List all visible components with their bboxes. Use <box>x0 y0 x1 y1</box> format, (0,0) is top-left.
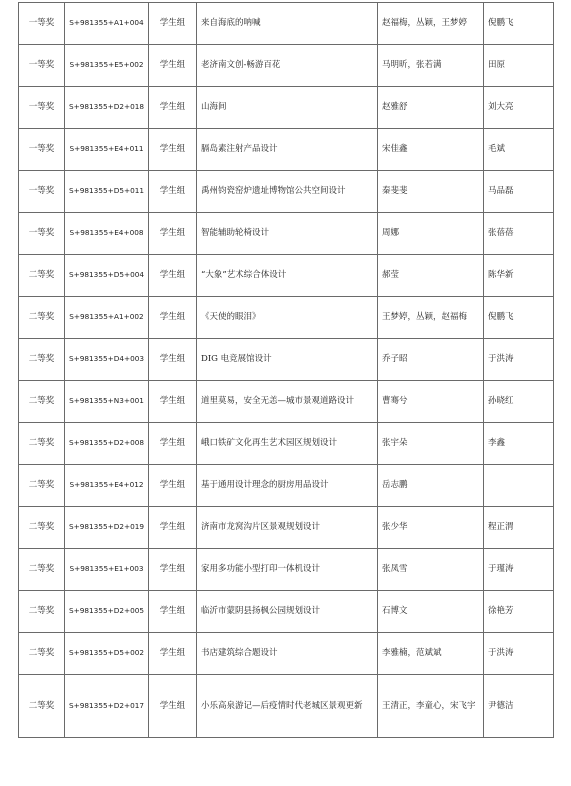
entry-code-cell: S+981355+D2+008 <box>65 423 149 465</box>
authors-cell: 马明昕，张若满 <box>378 45 484 87</box>
group-cell: 学生组 <box>149 297 197 339</box>
award-level-cell: 二等奖 <box>19 297 65 339</box>
award-level-cell: 二等奖 <box>19 633 65 675</box>
work-title-cell: 济南市龙窝沟片区景观规划设计 <box>197 507 378 549</box>
table-row <box>19 255 554 297</box>
authors-cell: 郝莹 <box>378 255 484 297</box>
work-title-cell: 基于通用设计理念的厨房用品设计 <box>197 465 378 507</box>
entry-code-cell: S+981355+D5+011 <box>65 171 149 213</box>
work-title-cell: 书店建筑综合题设计 <box>197 633 378 675</box>
advisor-cell: 于洪涛 <box>484 339 554 381</box>
authors-cell: 李雅楠，范斌斌 <box>378 633 484 675</box>
work-title-cell: 道里莫易，安全无恙—城市景观道路设计 <box>197 381 378 423</box>
award-level-cell: 一等奖 <box>19 213 65 255</box>
advisor-cell: 于洪涛 <box>484 633 554 675</box>
awards-table <box>18 2 554 738</box>
work-title-cell: 小乐高泉游记—后疫情时代老城区景观更新 <box>197 675 378 738</box>
authors-cell: 张少华 <box>378 507 484 549</box>
advisor-cell: 倪鹏飞 <box>484 3 554 45</box>
award-level-cell: 二等奖 <box>19 339 65 381</box>
group-cell: 学生组 <box>149 675 197 738</box>
award-level-cell: 一等奖 <box>19 3 65 45</box>
group-cell: 学生组 <box>149 633 197 675</box>
authors-cell: 张凤雪 <box>378 549 484 591</box>
work-title-cell: 智能辅助轮椅设计 <box>197 213 378 255</box>
authors-cell: 曹骞兮 <box>378 381 484 423</box>
table-row <box>19 423 554 465</box>
table-row <box>19 675 554 738</box>
advisor-cell: 孙晓红 <box>484 381 554 423</box>
group-cell: 学生组 <box>149 171 197 213</box>
table-row <box>19 171 554 213</box>
group-cell: 学生组 <box>149 591 197 633</box>
authors-cell: 宋佳鑫 <box>378 129 484 171</box>
table-row <box>19 3 554 45</box>
table-row <box>19 633 554 675</box>
work-title-cell: 禹州钧瓷窑炉遗址博物馆公共空间设计 <box>197 171 378 213</box>
group-cell: 学生组 <box>149 339 197 381</box>
authors-cell: 秦斐斐 <box>378 171 484 213</box>
authors-cell: 王清正，李童心，宋飞宇 <box>378 675 484 738</box>
advisor-cell: 毛斌 <box>484 129 554 171</box>
entry-code-cell: S+981355+D5+004 <box>65 255 149 297</box>
authors-cell: 赵雅舒 <box>378 87 484 129</box>
table-row <box>19 339 554 381</box>
advisor-cell <box>484 465 554 507</box>
group-cell: 学生组 <box>149 87 197 129</box>
award-level-cell: 二等奖 <box>19 255 65 297</box>
work-title-cell: 来自海底的呐喊 <box>197 3 378 45</box>
group-cell: 学生组 <box>149 549 197 591</box>
entry-code-cell: S+981355+D5+002 <box>65 633 149 675</box>
advisor-cell: 马品磊 <box>484 171 554 213</box>
work-title-cell: DIG 电竞展馆设计 <box>197 339 378 381</box>
group-cell: 学生组 <box>149 213 197 255</box>
entry-code-cell: S+981355+D2+005 <box>65 591 149 633</box>
advisor-cell: 倪鹏飞 <box>484 297 554 339</box>
authors-cell: 石博文 <box>378 591 484 633</box>
entry-code-cell: S+981355+N3+001 <box>65 381 149 423</box>
work-title-cell: 老济南文创-畅游百花 <box>197 45 378 87</box>
advisor-cell: 李鑫 <box>484 423 554 465</box>
award-level-cell: 一等奖 <box>19 129 65 171</box>
table-row <box>19 381 554 423</box>
table-row <box>19 297 554 339</box>
work-title-cell: 家用多功能小型打印一体机设计 <box>197 549 378 591</box>
table-row <box>19 45 554 87</box>
authors-cell: 岳志鹏 <box>378 465 484 507</box>
authors-cell: 乔子昭 <box>378 339 484 381</box>
group-cell: 学生组 <box>149 423 197 465</box>
group-cell: 学生组 <box>149 129 197 171</box>
table-row <box>19 465 554 507</box>
work-title-cell: 膈岛素注射产品设计 <box>197 129 378 171</box>
entry-code-cell: S+981355+D2+018 <box>65 87 149 129</box>
award-level-cell: 一等奖 <box>19 87 65 129</box>
advisor-cell: 于瑾涛 <box>484 549 554 591</box>
group-cell: 学生组 <box>149 507 197 549</box>
entry-code-cell: S+981355+E4+012 <box>65 465 149 507</box>
award-level-cell: 二等奖 <box>19 465 65 507</box>
table-row <box>19 129 554 171</box>
entry-code-cell: S+981355+A1+002 <box>65 297 149 339</box>
entry-code-cell: S+981355+E5+002 <box>65 45 149 87</box>
award-level-cell: 二等奖 <box>19 423 65 465</box>
entry-code-cell: S+981355+E4+008 <box>65 213 149 255</box>
award-level-cell: 二等奖 <box>19 381 65 423</box>
award-level-cell: 二等奖 <box>19 675 65 738</box>
entry-code-cell: S+981355+E1+003 <box>65 549 149 591</box>
award-level-cell: 一等奖 <box>19 171 65 213</box>
table-row <box>19 213 554 255</box>
authors-cell: 周娜 <box>378 213 484 255</box>
advisor-cell: 刘大亮 <box>484 87 554 129</box>
entry-code-cell: S+981355+D4+003 <box>65 339 149 381</box>
advisor-cell: 程正渭 <box>484 507 554 549</box>
awards-table-body <box>19 3 554 738</box>
award-level-cell: 一等奖 <box>19 45 65 87</box>
award-level-cell: 二等奖 <box>19 507 65 549</box>
group-cell: 学生组 <box>149 465 197 507</box>
group-cell: 学生组 <box>149 3 197 45</box>
entry-code-cell: S+981355+E4+011 <box>65 129 149 171</box>
advisor-cell: 陈华新 <box>484 255 554 297</box>
advisor-cell: 田原 <box>484 45 554 87</box>
award-level-cell: 二等奖 <box>19 549 65 591</box>
work-title-cell: 山海间 <box>197 87 378 129</box>
work-title-cell: 临沂市蒙阴县扬枫公园规划设计 <box>197 591 378 633</box>
table-row <box>19 591 554 633</box>
advisor-cell: 徐艳芳 <box>484 591 554 633</box>
entry-code-cell: S+981355+D2+017 <box>65 675 149 738</box>
work-title-cell: “大象”艺术综合体设计 <box>197 255 378 297</box>
table-row <box>19 507 554 549</box>
entry-code-cell: S+981355+A1+004 <box>65 3 149 45</box>
group-cell: 学生组 <box>149 381 197 423</box>
work-title-cell: 《天使的眼泪》 <box>197 297 378 339</box>
entry-code-cell: S+981355+D2+019 <box>65 507 149 549</box>
table-row <box>19 549 554 591</box>
award-level-cell: 二等奖 <box>19 591 65 633</box>
work-title-cell: 峨口铁矿文化再生艺术园区规划设计 <box>197 423 378 465</box>
authors-cell: 赵福梅，丛颖，王梦婷 <box>378 3 484 45</box>
authors-cell: 王梦婷，丛颖，赵福梅 <box>378 297 484 339</box>
advisor-cell: 张蓓蓓 <box>484 213 554 255</box>
group-cell: 学生组 <box>149 255 197 297</box>
table-row <box>19 87 554 129</box>
authors-cell: 张宇朵 <box>378 423 484 465</box>
group-cell: 学生组 <box>149 45 197 87</box>
advisor-cell: 尹德洁 <box>484 675 554 738</box>
